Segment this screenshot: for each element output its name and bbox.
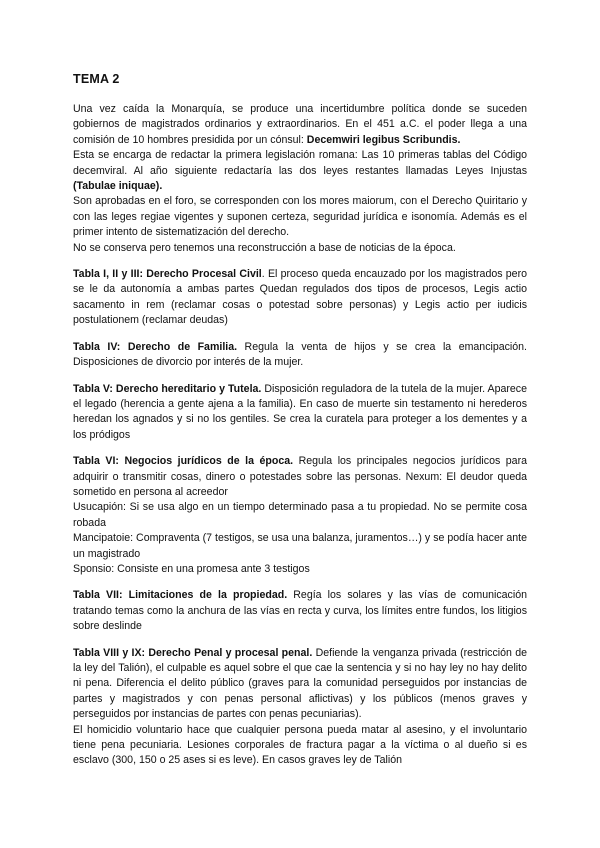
intro-paragraph-4: No se conserva pero tenemos una reconstrucción a base de noticias de la época. (73, 241, 456, 254)
intro-p1-text: Una vez caída la Monarquía, se produce una incertidumbre política donde se suceden gobiernos de magistrados ordinarios y extraordinarios. En el 451 a.C. el poder llega a una comisión de 10 hombres presidida por un cónsul: (73, 103, 527, 146)
page-title: TEMA 2 (73, 72, 120, 86)
section-text: Regula la venta de hijos y se crea la emancipación. Disposiciones de divorcio por interés de la mujer. (73, 340, 528, 369)
section-text: Disposición reguladora de la tutela de la mujer. Aparece el legado (herencia a gente ajena a la familia). En caso de muerte sin testamento ni herederos heredan los agnados y si no los gentiles. Se crea la curatela para proteger a los dementes y a los pródigos (73, 382, 527, 441)
intro-p2-bold: (Tabulae iniquae). (73, 180, 163, 193)
section-heading: Tabla I, II y III: Derecho Procesal Civil (73, 268, 262, 281)
section-heading: Tabla VIII y IX: Derecho Penal y procesal penal. (73, 646, 313, 659)
section-heading: Tabla VII: Limitaciones de la propiedad. (73, 589, 288, 602)
section-text: Regía los solares y las vías de comunicación tratando temas como la anchura de las vías en recta y curva, los límites entre fundos, los litigios sobre deslinde (73, 589, 527, 633)
section-tabla-8-9 (73, 646, 527, 723)
section-tabla-1-3 (73, 267, 527, 329)
intro-p2-text: Esta se encarga de redactar la primera legislación romana: Las 10 primeras tablas del Código decemviral. Al año siguiente redactaría las dos leyes restantes llamadas Leyes Injustas (73, 149, 527, 177)
section-text: . El proceso queda encauzado por los magistrados pero se le da autonomía a ambas partes Quedan regulados dos tipos de procesos, Legis actio sacamento in rem (reclamar cosas o potestad sobre personas) y Legis actio per iudicis postulationem (reclamar deudas) (73, 268, 527, 327)
section-tabla-6 (73, 454, 527, 500)
intro-paragraph-3: Son aprobadas en el foro, se corresponden con los mores maiorum, con el Derecho Quiritario y con las leges regiae vigentes y suponen certeza, seguridad jurídica e isonomía. Además es el primer intento de sistematización del derecho. (73, 195, 527, 239)
section-heading: Tabla IV: Derecho de Familia. (73, 340, 238, 353)
intro-paragraph-2 (73, 148, 527, 194)
section-tabla-4 (73, 340, 527, 371)
section-heading: Tabla V: Derecho hereditario y Tutela. (73, 382, 262, 395)
intro-p1-bold: Decemwiri legibus Scribundis. (306, 133, 461, 146)
section-text: Defiende la venganza privada (restricción de la ley del Talión), el culpable es aquel sobre el que cae la sentencia y si no hay ley no hay delito ni pena. Diferencia el delito público (graves para la comunidad perseguidos por instancias de partes y magistrados y con penas personal aflictivas) y los públicos (menos graves y perseguidos por instancias de partes con penas pecuniarias). (73, 646, 527, 721)
section-tabla-7 (73, 588, 527, 634)
usucapion-paragraph: Usucapión: Si se usa algo en un tiempo determinado pasa a tu propiedad. No se permite cosa robada (73, 501, 527, 529)
section-text: Regula los principales negocios jurídicos para adquirir o transmitir cosas, dinero o potestades sobre las personas. Nexum: El deudor queda sometido en persona al acreedor (73, 455, 527, 498)
homicidio-paragraph: El homicidio voluntario hace que cualquier persona pueda matar al asesino, y el involuntario tiene pena pecuniaria. Lesiones corporales de fractura pagar a la víctima o al dueño si es esclavo (300, 150 o 25 ases si es leve). En casos graves ley de Talión (73, 723, 527, 767)
mancipatoie-paragraph: Mancipatoie: Compraventa (7 testigos, se usa una balanza, juramentos…) y se podía hacer ante un magistrado (73, 532, 527, 560)
intro-paragraph-1 (73, 102, 527, 148)
section-heading: Tabla VI: Negocios jurídicos de la época. (73, 455, 294, 468)
section-tabla-5 (73, 382, 527, 444)
sponsio-paragraph: Sponsio: Consiste en una promesa ante 3 testigos (73, 562, 310, 575)
